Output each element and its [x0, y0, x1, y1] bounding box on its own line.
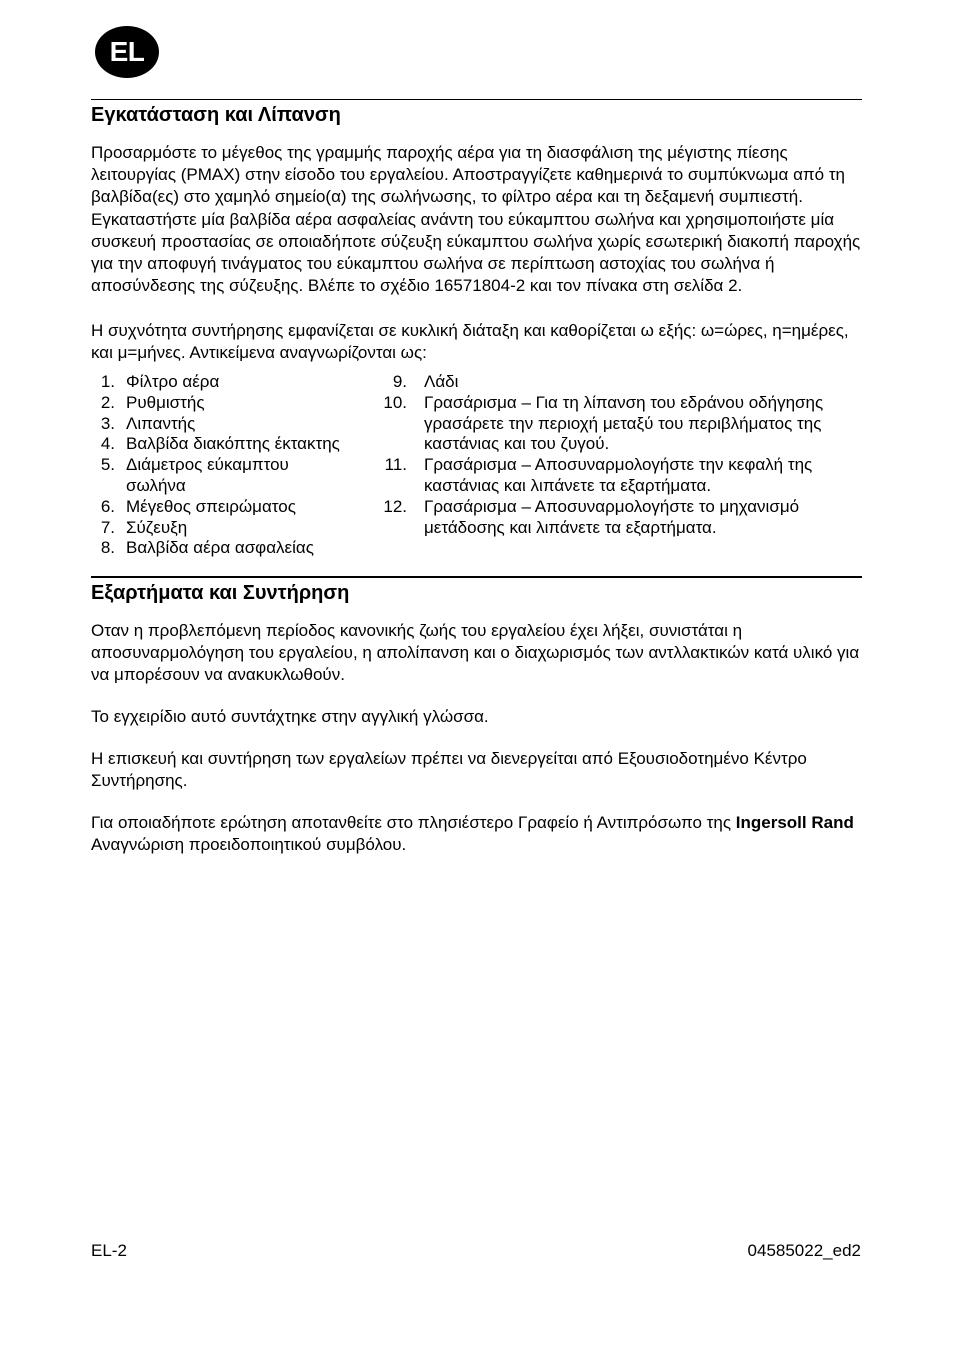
- parts-paragraph-3: Η επισκευή και συντήρηση των εργαλείων πρέπει να διενεργείται από Εξουσιοδοτημένο Κέντρο Συντήρησης.: [91, 749, 807, 791]
- parts-paragraph-1: Οταν η προβλεπόμενη περίοδος κανονικής ζωής του εργαλείου έχει λήξει, συνιστάται η αποσυναρμολόγηση του εργαλείου, η απολίπανση και ο διαχωρισμός των αντλλακτικών κατά υλικό για να μπορέσουν να ανακυκλωθούν.: [91, 621, 860, 685]
- parts-paragraph-2: Το εγχειρίδιο αυτό συντάχτηκε στην αγγλική γλώσσα.: [91, 707, 489, 726]
- list-item: 12. Γρασάρισμα – Αποσυναρμολογήστε το μηχανισμό μετάδοσης και λιπάνετε τα εξαρτήματα.: [383, 496, 800, 537]
- list-item: 5. Διάμετρος εύκαμπτου σωλήνα: [100, 455, 289, 495]
- parts-paragraph-4: Για οποιαδήποτε ερώτηση αποτανθείτε στο πλησιέστερο Γραφείο ή Αντιπρόσωπο της Ingersoll Rand Αναγνώριση προειδοποιητικού συμβόλου.: [91, 813, 854, 855]
- list-item: 10. Γρασάρισμα – Για τη λίπανση του εδράνου οδήγησης γρασάρετε την περιοχή μεταξύ του περιβλήματος της καστάνιας και του ζυγού.: [383, 392, 824, 454]
- list-item: 8. Βαλβίδα αέρα ασφαλείας: [100, 538, 314, 558]
- list-item: 11. Γρασάρισμα – Αποσυναρμολογήστε την κεφαλή της καστάνιας και λιπάνετε τα εξαρτήματα.: [384, 455, 813, 495]
- list-item: 7. Σύζευξη: [100, 517, 188, 537]
- parts-heading: Εξαρτήματα και Συντήρηση: [91, 582, 350, 604]
- legend-list-left: [91, 372, 376, 559]
- document-id: 04585022_ed2: [747, 1241, 861, 1260]
- top-rule: [91, 99, 862, 100]
- legend-list-right: [380, 372, 860, 538]
- list-item: 3. Λιπαντής: [100, 413, 196, 433]
- list-item: 2. Ρυθμιστής: [100, 392, 205, 412]
- list-item: 1. Φίλτρο αέρα: [100, 372, 220, 391]
- brand-name: Ingersoll Rand: [735, 813, 854, 832]
- installation-paragraph-1: Προσαρμόστε το μέγεθος της γραμμής παροχής αέρα για τη διασφάλιση της μέγιστης πίεσης λειτουργίας (PMAX) στην είσοδο του εργαλείου. Αποστραγγίζετε καθημερινά το συμπύκνωμα από τη βαλβίδα(ες) στο χαμηλό σημείο(α) της σωλήνωσης, το φίλτρο αέρα και τη δεξαμενή συμπιεστή. Εγκαταστήστε μία βαλβίδα αέρα ασφαλείας ανάντη του εύκαμπτου σωλήνα και χρησιμοποιήστε μία συσκευή προστασίας σε οποιαδήποτε σύζευξη εύκαμπτου σωλήνα χωρίς εσωτερική διακοπή παροχής για την αποφυγή τινάγματος του εύκαμπτου σωλήνα σε περίπτωση αστοχίας του σωλήνα ή αποσύνδεσης της σύζευξης. Βλέπε το σχέδιο 16571804-2 και τον πίνακα στη σελίδα 2.: [91, 143, 861, 296]
- language-badge: EL: [95, 26, 159, 78]
- list-item: 9. Λάδι: [392, 372, 459, 391]
- installation-heading: Εγκατάσταση και Λίπανση: [91, 104, 341, 126]
- list-item: 6. Μέγεθος σπειρώματος: [100, 496, 296, 516]
- list-item: 4. Βαλβίδα διακόπτης έκτακτης: [100, 434, 340, 454]
- section-rule: [91, 576, 862, 578]
- installation-paragraph-2: Η συχνότητα συντήρησης εμφανίζεται σε κυκλική διάταξη και καθορίζεται ω εξής: ω=ώρες, η=ημέρες, και μ=μήνες. Αντικείμενα αναγνωρίζονται ως:: [91, 321, 849, 363]
- page-number: EL-2: [91, 1241, 127, 1260]
